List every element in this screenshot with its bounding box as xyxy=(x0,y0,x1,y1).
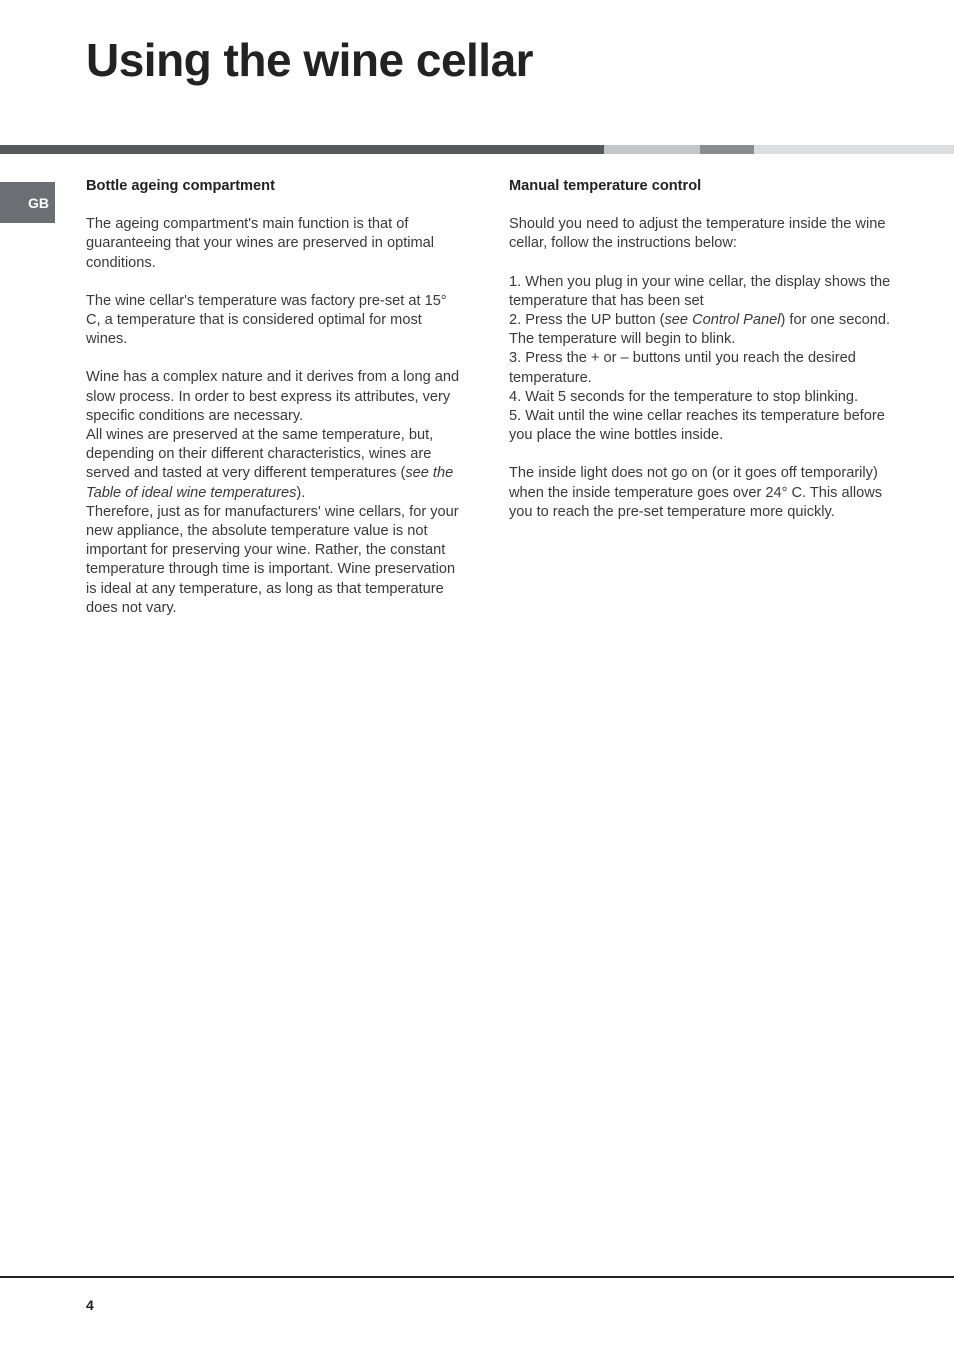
instruction-step-2-text-b: ) for one second. The temperature will begin to blink. xyxy=(509,312,891,348)
left-paragraph-5: Therefore, just as for manufacturers' wine cellars, for your new appliance, the absolute temperature value is not important for preserving your wine. Rather, the constant temperature through time is important. Wine preservation is ideal at any temperature, as long as that temperature does not vary. xyxy=(86,503,459,616)
left-column xyxy=(86,177,464,618)
control-panel-reference: see Control Panel xyxy=(664,312,781,329)
instruction-step-1: 1. When you plug in your wine cellar, the display shows the temperature that has been set xyxy=(509,273,891,309)
instruction-step-2-text-a: 2. Press the UP button ( xyxy=(509,312,665,329)
left-paragraph-4 xyxy=(86,426,464,503)
left-paragraph-2: The wine cellar's temperature was factory pre-set at 15° C, a temperature that is considered optimal for most wines. xyxy=(86,292,447,348)
left-paragraph-1: The ageing compartment's main function is that of guaranteeing that your wines are preserved in optimal conditions. xyxy=(86,216,435,271)
language-tab: GB xyxy=(0,182,55,223)
header-bar-segment-light xyxy=(604,145,700,154)
instruction-step-2 xyxy=(509,311,894,349)
inside-light-note: The inside light does not go on (or it goes off temporarily) when the inside temperature goes over 24° C. This allows you to reach the pre-set temperature more quickly. xyxy=(509,465,883,520)
page-title: Using the wine cellar xyxy=(86,34,534,86)
instruction-step-3: 3. Press the + or – buttons until you reach the desired temperature. xyxy=(509,350,856,386)
bottle-ageing-heading: Bottle ageing compartment xyxy=(86,178,275,194)
page-number: 4 xyxy=(86,1297,94,1313)
instruction-step-5: 5. Wait until the wine cellar reaches its temperature before you place the wine bottles inside. xyxy=(509,408,885,444)
right-column xyxy=(509,177,894,522)
header-bar-segment-dark xyxy=(0,145,604,154)
header-bar-segment-mid xyxy=(700,145,754,154)
ideal-temperatures-reference: see the Table of ideal wine temperatures xyxy=(86,465,454,501)
header-color-bar xyxy=(0,145,954,154)
footer-rule xyxy=(0,1276,954,1278)
right-intro: Should you need to adjust the temperature inside the wine cellar, follow the instructions below: xyxy=(509,216,886,252)
header-bar-segment-pale xyxy=(754,145,954,154)
left-paragraph-3: Wine has a complex nature and it derives from a long and slow process. In order to best express its attributes, very specific conditions are necessary. xyxy=(86,369,460,424)
left-paragraph-4-text-a: All wines are preserved at the same temperature, but, depending on their different characteristics, wines are served and tasted at very different temperatures ( xyxy=(86,427,434,482)
manual-temperature-heading: Manual temperature control xyxy=(509,178,702,194)
instruction-step-4: 4. Wait 5 seconds for the temperature to stop blinking. xyxy=(509,388,859,405)
left-paragraph-4-text-b: ). xyxy=(296,484,306,501)
